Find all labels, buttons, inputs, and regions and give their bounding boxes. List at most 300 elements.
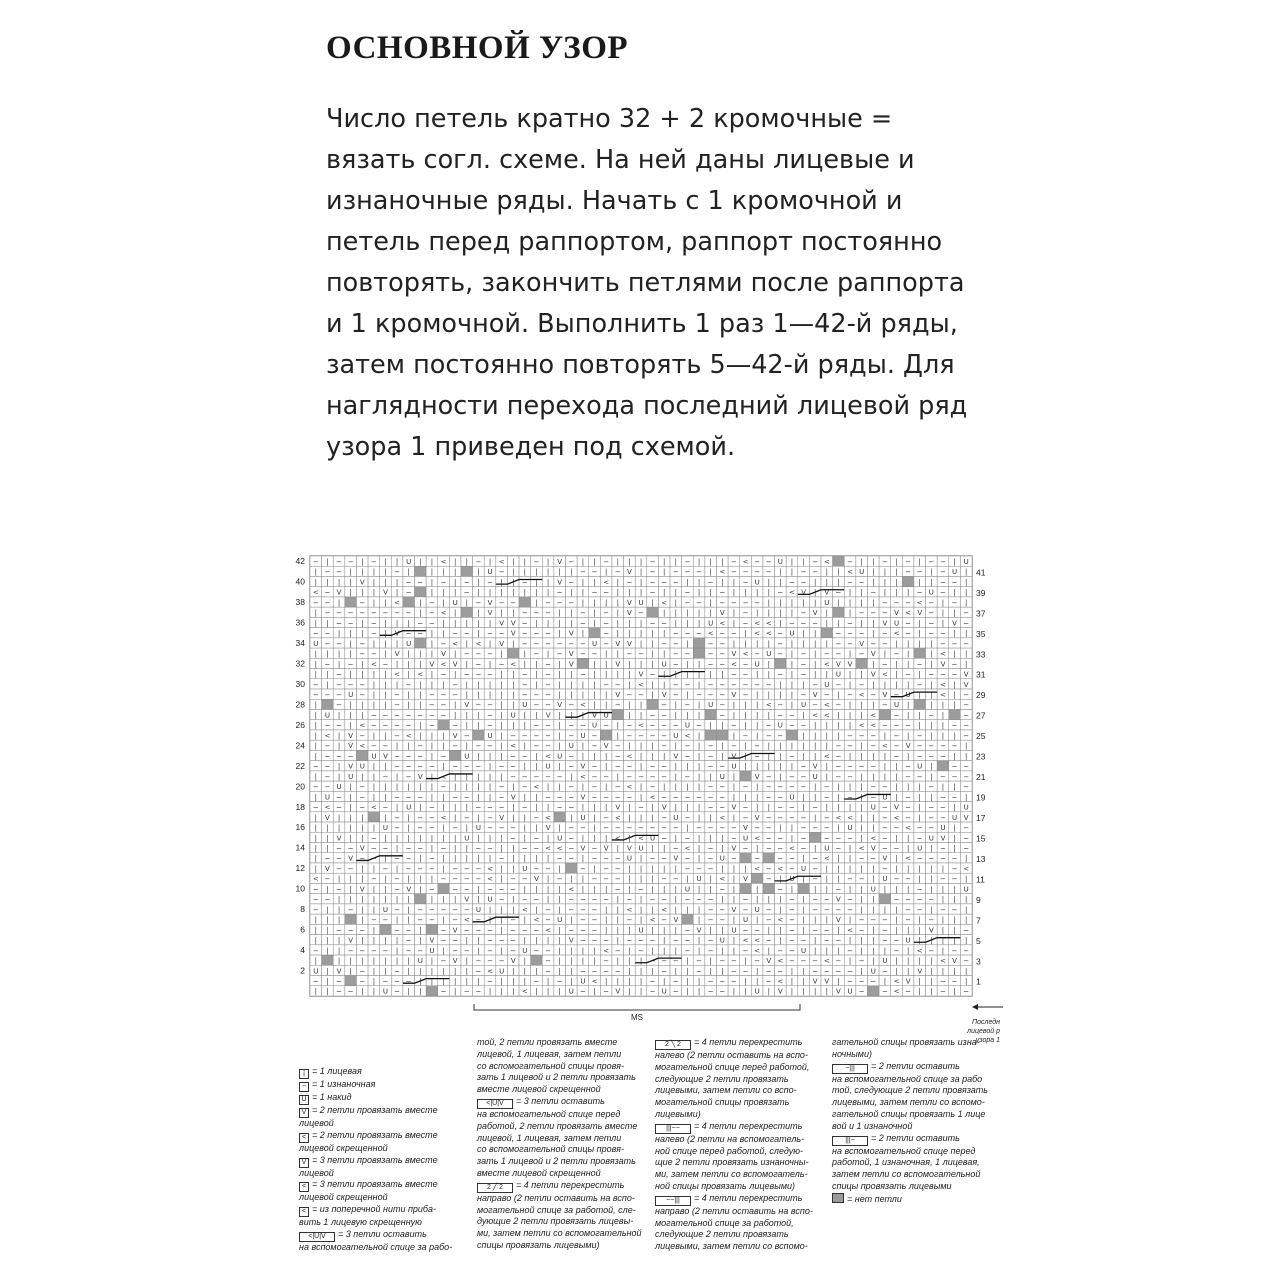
- chart-symbol: |: [489, 558, 491, 566]
- chart-symbol: −: [789, 752, 795, 760]
- chart-symbol: −: [882, 865, 888, 873]
- legend-text: лицевой: [299, 1118, 334, 1128]
- chart-symbol: −: [685, 834, 691, 842]
- chart-symbol: −: [487, 824, 493, 832]
- chart-symbol: |: [559, 619, 561, 627]
- chart-symbol: |: [466, 558, 468, 566]
- chart-cell: [322, 699, 334, 709]
- chart-symbol: −: [731, 967, 737, 975]
- chart-symbol: |: [349, 589, 351, 597]
- chart-symbol: V: [453, 732, 458, 740]
- chart-symbol: |: [349, 578, 351, 586]
- chart-symbol: |: [500, 844, 502, 852]
- chart-symbol: −: [429, 865, 435, 873]
- chart-symbol: |: [884, 589, 886, 597]
- row-number-right: 37: [976, 608, 986, 618]
- chart-symbol: |: [814, 916, 816, 924]
- chart-symbol: |: [768, 578, 770, 586]
- chart-symbol: −: [324, 691, 330, 699]
- chart-symbol: −: [812, 619, 818, 627]
- chart-symbol: −: [685, 599, 691, 607]
- chart-symbol: −: [626, 650, 632, 658]
- chart-symbol: |: [617, 937, 619, 945]
- chart-symbol: |: [524, 742, 526, 750]
- chart-symbol: |: [733, 589, 735, 597]
- chart-symbol: −: [592, 773, 598, 781]
- chart-symbol: |: [651, 681, 653, 689]
- chart-symbol: |: [384, 763, 386, 771]
- legend-symbol-icon: U: [299, 1095, 309, 1105]
- chart-symbol: |: [477, 978, 479, 986]
- chart-symbol: −: [348, 619, 354, 627]
- chart-symbol: −: [487, 978, 493, 986]
- chart-symbol: |: [500, 926, 502, 934]
- chart-symbol: |: [582, 804, 584, 812]
- chart-symbol: −: [441, 701, 447, 709]
- chart-symbol: −: [383, 804, 389, 812]
- chart-symbol: −: [708, 978, 714, 986]
- chart-symbol: −: [394, 763, 400, 771]
- chart-symbol: −: [650, 732, 656, 740]
- chart-symbol: |: [338, 650, 340, 658]
- chart-symbol: −: [429, 691, 435, 699]
- chart-symbol: V: [441, 650, 446, 658]
- chart-symbol: −: [801, 814, 807, 822]
- chart-symbol: |: [605, 916, 607, 924]
- chart-symbol: |: [791, 640, 793, 648]
- chart-symbol: |: [349, 875, 351, 883]
- chart-symbol: −: [673, 875, 679, 883]
- chart-symbol: −: [394, 978, 400, 986]
- chart-symbol: −: [417, 824, 423, 832]
- chart-symbol: |: [605, 783, 607, 791]
- chart-symbol: |: [756, 793, 758, 801]
- chart-symbol: |: [535, 906, 537, 914]
- chart-symbol: −: [673, 691, 679, 699]
- chart-symbol: |: [651, 804, 653, 812]
- chart-cell: [345, 976, 357, 986]
- chart-symbol: |: [710, 885, 712, 893]
- row-number-right: 27: [976, 711, 986, 721]
- chart-symbol: −: [545, 701, 551, 709]
- chart-symbol: |: [965, 875, 967, 883]
- chart-symbol: |: [907, 967, 909, 975]
- chart-symbol: |: [675, 711, 677, 719]
- chart-symbol: |: [466, 619, 468, 627]
- chart-symbol: −: [766, 916, 772, 924]
- chart-symbol: −: [592, 937, 598, 945]
- chart-symbol: U: [348, 691, 353, 699]
- chart-symbol: |: [826, 804, 828, 812]
- chart-symbol: |: [384, 793, 386, 801]
- chart-symbol: −: [406, 609, 412, 617]
- chart-symbol: −: [801, 660, 807, 668]
- chart-symbol: −: [650, 855, 656, 863]
- chart-symbol: |: [802, 742, 804, 750]
- chart-symbol: |: [396, 660, 398, 668]
- chart-symbol: |: [849, 701, 851, 709]
- chart-symbol: |: [593, 609, 595, 617]
- chart-symbol: −: [847, 834, 853, 842]
- chart-symbol: |: [384, 691, 386, 699]
- row-number-left: 2: [300, 965, 305, 975]
- chart-symbol: −: [522, 926, 528, 934]
- chart-symbol: <: [603, 578, 609, 586]
- chart-symbol: −: [754, 855, 760, 863]
- chart-symbol: −: [696, 722, 702, 730]
- chart-symbol: |: [605, 701, 607, 709]
- chart-symbol: −: [940, 640, 946, 648]
- chart-symbol: −: [313, 978, 319, 986]
- chart-symbol: −: [719, 978, 725, 986]
- chart-symbol: −: [917, 855, 923, 863]
- chart-symbol: |: [826, 671, 828, 679]
- chart-symbol: −: [626, 691, 632, 699]
- legend-text: со вспомогательной спицы провя-: [477, 1144, 624, 1154]
- row-number-left: 12: [296, 863, 306, 873]
- chart-symbol: |: [930, 844, 932, 852]
- chart-symbol: −: [603, 875, 609, 883]
- chart-symbol: U: [720, 937, 725, 945]
- chart-symbol: −: [580, 671, 586, 679]
- chart-symbol: −: [719, 906, 725, 914]
- chart-symbol: −: [696, 824, 702, 832]
- chart-symbol: |: [826, 732, 828, 740]
- chart-symbol: −: [650, 783, 656, 791]
- chart-symbol: −: [510, 752, 516, 760]
- chart-symbol: V: [964, 814, 969, 822]
- chart-symbol: |: [640, 855, 642, 863]
- legend-text: со вспомогательной спицы провя-: [477, 1061, 624, 1071]
- chart-symbol: |: [349, 814, 351, 822]
- chart-symbol: <: [650, 793, 656, 801]
- chart-symbol: −: [464, 732, 470, 740]
- chart-symbol: |: [396, 947, 398, 955]
- chart-symbol: −: [708, 824, 714, 832]
- chart-symbol: |: [953, 752, 955, 760]
- chart-symbol: |: [733, 732, 735, 740]
- chart-symbol: |: [791, 691, 793, 699]
- chart-symbol: |: [768, 671, 770, 679]
- legend-symbol-icon: <: [299, 1182, 309, 1192]
- chart-symbol: |: [779, 875, 781, 883]
- chart-symbol: |: [895, 793, 897, 801]
- chart-symbol: V: [941, 834, 946, 842]
- chart-symbol: |: [431, 630, 433, 638]
- chart-symbol: −: [429, 916, 435, 924]
- chart-symbol: −: [580, 824, 586, 832]
- chart-symbol: |: [919, 978, 921, 986]
- chart-symbol: |: [512, 814, 514, 822]
- chart-symbol: −: [592, 916, 598, 924]
- chart-symbol: V: [882, 619, 887, 627]
- chart-symbol: −: [429, 599, 435, 607]
- chart-symbol: |: [442, 855, 444, 863]
- chart-symbol: −: [917, 773, 923, 781]
- chart-symbol: −: [847, 640, 853, 648]
- chart-symbol: −: [928, 742, 934, 750]
- chart-symbol: |: [686, 978, 688, 986]
- chart-symbol: −: [754, 752, 760, 760]
- chart-cell: [740, 883, 752, 893]
- chart-symbol: |: [733, 783, 735, 791]
- chart-symbol: |: [373, 967, 375, 975]
- chart-symbol: |: [442, 916, 444, 924]
- last-row-note: узора 1: [975, 1037, 1000, 1044]
- chart-symbol: |: [477, 722, 479, 730]
- chart-symbol: −: [615, 855, 621, 863]
- chart-symbol: |: [408, 814, 410, 822]
- chart-symbol: |: [768, 752, 770, 760]
- chart-symbol: −: [708, 793, 714, 801]
- chart-symbol: −: [522, 783, 528, 791]
- chart-symbol: |: [326, 558, 328, 566]
- chart-symbol: −: [801, 650, 807, 658]
- legend-entry: [299, 1130, 471, 1143]
- chart-symbol: −: [743, 691, 749, 699]
- chart-symbol: −: [499, 660, 505, 668]
- chart-symbol: −: [383, 947, 389, 955]
- chart-symbol: V: [395, 630, 400, 638]
- chart-symbol: −: [928, 671, 934, 679]
- chart-symbol: U: [836, 671, 841, 679]
- chart-symbol: |: [373, 988, 375, 996]
- chart-symbol: <: [905, 824, 911, 832]
- chart-symbol: −: [870, 793, 876, 801]
- chart-symbol: |: [733, 578, 735, 586]
- chart-symbol: |: [454, 988, 456, 996]
- chart-symbol: −: [534, 814, 540, 822]
- chart-symbol: |: [477, 568, 479, 576]
- chart-symbol: |: [326, 578, 328, 586]
- chart-symbol: |: [547, 937, 549, 945]
- chart-symbol: |: [675, 896, 677, 904]
- chart-symbol: −: [673, 722, 679, 730]
- chart-symbol: |: [442, 732, 444, 740]
- chart-symbol: |: [895, 865, 897, 873]
- chart-symbol: <: [615, 814, 621, 822]
- chart-symbol: −: [383, 609, 389, 617]
- chart-symbol: |: [628, 742, 630, 750]
- chart-cell: [415, 894, 427, 904]
- chart-symbol: |: [315, 834, 317, 842]
- row-number-right: 35: [976, 629, 986, 639]
- chart-symbol: −: [685, 742, 691, 750]
- chart-symbol: |: [466, 681, 468, 689]
- chart-symbol: −: [475, 558, 481, 566]
- chart-symbol: |: [791, 824, 793, 832]
- chart-symbol: |: [431, 732, 433, 740]
- legend-text: лицевой: [299, 1168, 334, 1178]
- row-number-right: 33: [976, 649, 986, 659]
- chart-symbol: |: [907, 711, 909, 719]
- chart-symbol: |: [663, 865, 665, 873]
- chart-symbol: −: [417, 763, 423, 771]
- chart-symbol: |: [919, 988, 921, 996]
- chart-symbol: |: [512, 783, 514, 791]
- chart-symbol: −: [475, 650, 481, 658]
- chart-symbol: −: [603, 640, 609, 648]
- chart-symbol: |: [791, 834, 793, 842]
- chart-symbol: |: [721, 967, 723, 975]
- chart-symbol: −: [487, 742, 493, 750]
- chart-symbol: −: [859, 957, 865, 965]
- chart-symbol: |: [965, 589, 967, 597]
- chart-symbol: |: [512, 988, 514, 996]
- chart-symbol: |: [698, 804, 700, 812]
- chart-symbol: −: [417, 916, 423, 924]
- chart-symbol: <: [557, 844, 563, 852]
- chart-symbol: |: [930, 650, 932, 658]
- chart-symbol: |: [500, 578, 502, 586]
- chart-symbol: −: [441, 875, 447, 883]
- chart-symbol: |: [477, 834, 479, 842]
- chart-symbol: |: [535, 824, 537, 832]
- chart-symbol: |: [431, 978, 433, 986]
- chart-symbol: |: [768, 804, 770, 812]
- chart-symbol: U: [952, 814, 957, 822]
- chart-symbol: |: [710, 773, 712, 781]
- chart-symbol: |: [953, 804, 955, 812]
- chart-symbol: −: [859, 763, 865, 771]
- chart-symbol: −: [336, 804, 342, 812]
- chart-symbol: <: [638, 722, 644, 730]
- chart-symbol: |: [837, 599, 839, 607]
- chart-symbol: U: [557, 834, 562, 842]
- chart-symbol: −: [836, 885, 842, 893]
- chart-symbol: U: [383, 988, 388, 996]
- intro-line: затем постоянно повторять 5—42-й ряды. Для: [326, 345, 1026, 386]
- chart-symbol: |: [315, 814, 317, 822]
- chart-symbol: −: [963, 844, 969, 852]
- chart-symbol: |: [500, 947, 502, 955]
- chart-symbol: V: [743, 875, 748, 883]
- chart-symbol: |: [582, 558, 584, 566]
- chart-symbol: |: [396, 804, 398, 812]
- chart-symbol: |: [338, 896, 340, 904]
- legend-text: лицевой, 1 лицевая, затем петли: [477, 1049, 621, 1059]
- chart-symbol: |: [965, 660, 967, 668]
- chart-symbol: |: [884, 773, 886, 781]
- chart-symbol: |: [466, 844, 468, 852]
- chart-symbol: V: [406, 885, 411, 893]
- row-number-left: 42: [296, 556, 306, 566]
- chart-symbol: −: [650, 978, 656, 986]
- chart-symbol: |: [802, 855, 804, 863]
- chart-symbol: −: [406, 773, 412, 781]
- chart-symbol: −: [708, 937, 714, 945]
- chart-symbol: −: [812, 926, 818, 934]
- chart-symbol: −: [882, 660, 888, 668]
- chart-symbol: −: [661, 619, 667, 627]
- row-number-left: 8: [300, 904, 305, 914]
- chart-symbol: |: [768, 691, 770, 699]
- chart-symbol: −: [673, 844, 679, 852]
- chart-symbol: −: [824, 691, 830, 699]
- chart-symbol: −: [812, 875, 818, 883]
- chart-symbol: |: [860, 619, 862, 627]
- chart-symbol: −: [882, 558, 888, 566]
- chart-symbol: V: [732, 804, 737, 812]
- chart-symbol: |: [524, 916, 526, 924]
- chart-symbol: V: [848, 660, 853, 668]
- chart-symbol: |: [593, 814, 595, 822]
- chart-symbol: |: [651, 947, 653, 955]
- chart-symbol: |: [872, 926, 874, 934]
- chart-symbol: |: [349, 722, 351, 730]
- chart-symbol: |: [315, 578, 317, 586]
- chart-symbol: |: [617, 844, 619, 852]
- chart-cell: [415, 587, 427, 597]
- chart-symbol: −: [673, 988, 679, 996]
- chart-symbol: |: [617, 558, 619, 566]
- chart-symbol: −: [638, 947, 644, 955]
- chart-symbol: |: [617, 896, 619, 904]
- chart-symbol: −: [917, 742, 923, 750]
- chart-symbol: <: [905, 609, 911, 617]
- chart-symbol: −: [917, 568, 923, 576]
- chart-symbol: −: [859, 978, 865, 986]
- chart-symbol: −: [801, 844, 807, 852]
- chart-symbol: |: [802, 916, 804, 924]
- chart-symbol: |: [338, 578, 340, 586]
- chart-symbol: |: [651, 691, 653, 699]
- chart-symbol: −: [870, 763, 876, 771]
- chart-symbol: −: [359, 855, 365, 863]
- chart-symbol: |: [860, 885, 862, 893]
- chart-symbol: |: [872, 701, 874, 709]
- chart-symbol: −: [952, 875, 958, 883]
- chart-symbol: |: [942, 732, 944, 740]
- chart-symbol: |: [593, 671, 595, 679]
- chart-symbol: |: [408, 957, 410, 965]
- chart-symbol: |: [559, 947, 561, 955]
- chart-symbol: −: [859, 681, 865, 689]
- chart-symbol: |: [733, 814, 735, 822]
- legend-text: = 1 изнаночная: [312, 1079, 375, 1089]
- chart-symbol: −: [940, 752, 946, 760]
- chart-symbol: |: [559, 865, 561, 873]
- chart-symbol: −: [719, 711, 725, 719]
- chart-symbol: −: [452, 947, 458, 955]
- chart-symbol: −: [847, 619, 853, 627]
- chart-symbol: |: [733, 988, 735, 996]
- row-number-left: 32: [296, 659, 306, 669]
- chart-symbol: −: [940, 804, 946, 812]
- chart-symbol: −: [928, 814, 934, 822]
- chart-symbol: |: [547, 885, 549, 893]
- chart-symbol: −: [545, 722, 551, 730]
- chart-symbol: −: [452, 630, 458, 638]
- chart-symbol: −: [580, 722, 586, 730]
- chart-symbol: −: [650, 824, 656, 832]
- chart-symbol: |: [802, 732, 804, 740]
- chart-symbol: −: [777, 671, 783, 679]
- chart-symbol: |: [559, 568, 561, 576]
- chart-symbol: <: [789, 589, 795, 597]
- chart-symbol: |: [408, 568, 410, 576]
- chart-symbol: |: [373, 793, 375, 801]
- chart-symbol: −: [661, 793, 667, 801]
- chart-symbol: |: [396, 834, 398, 842]
- chart-symbol: −: [545, 865, 551, 873]
- chart-cell: [833, 556, 845, 566]
- chart-symbol: −: [708, 947, 714, 955]
- chart-symbol: |: [872, 578, 874, 586]
- chart-symbol: −: [673, 660, 679, 668]
- chart-symbol: V: [569, 630, 574, 638]
- chart-symbol: −: [952, 578, 958, 586]
